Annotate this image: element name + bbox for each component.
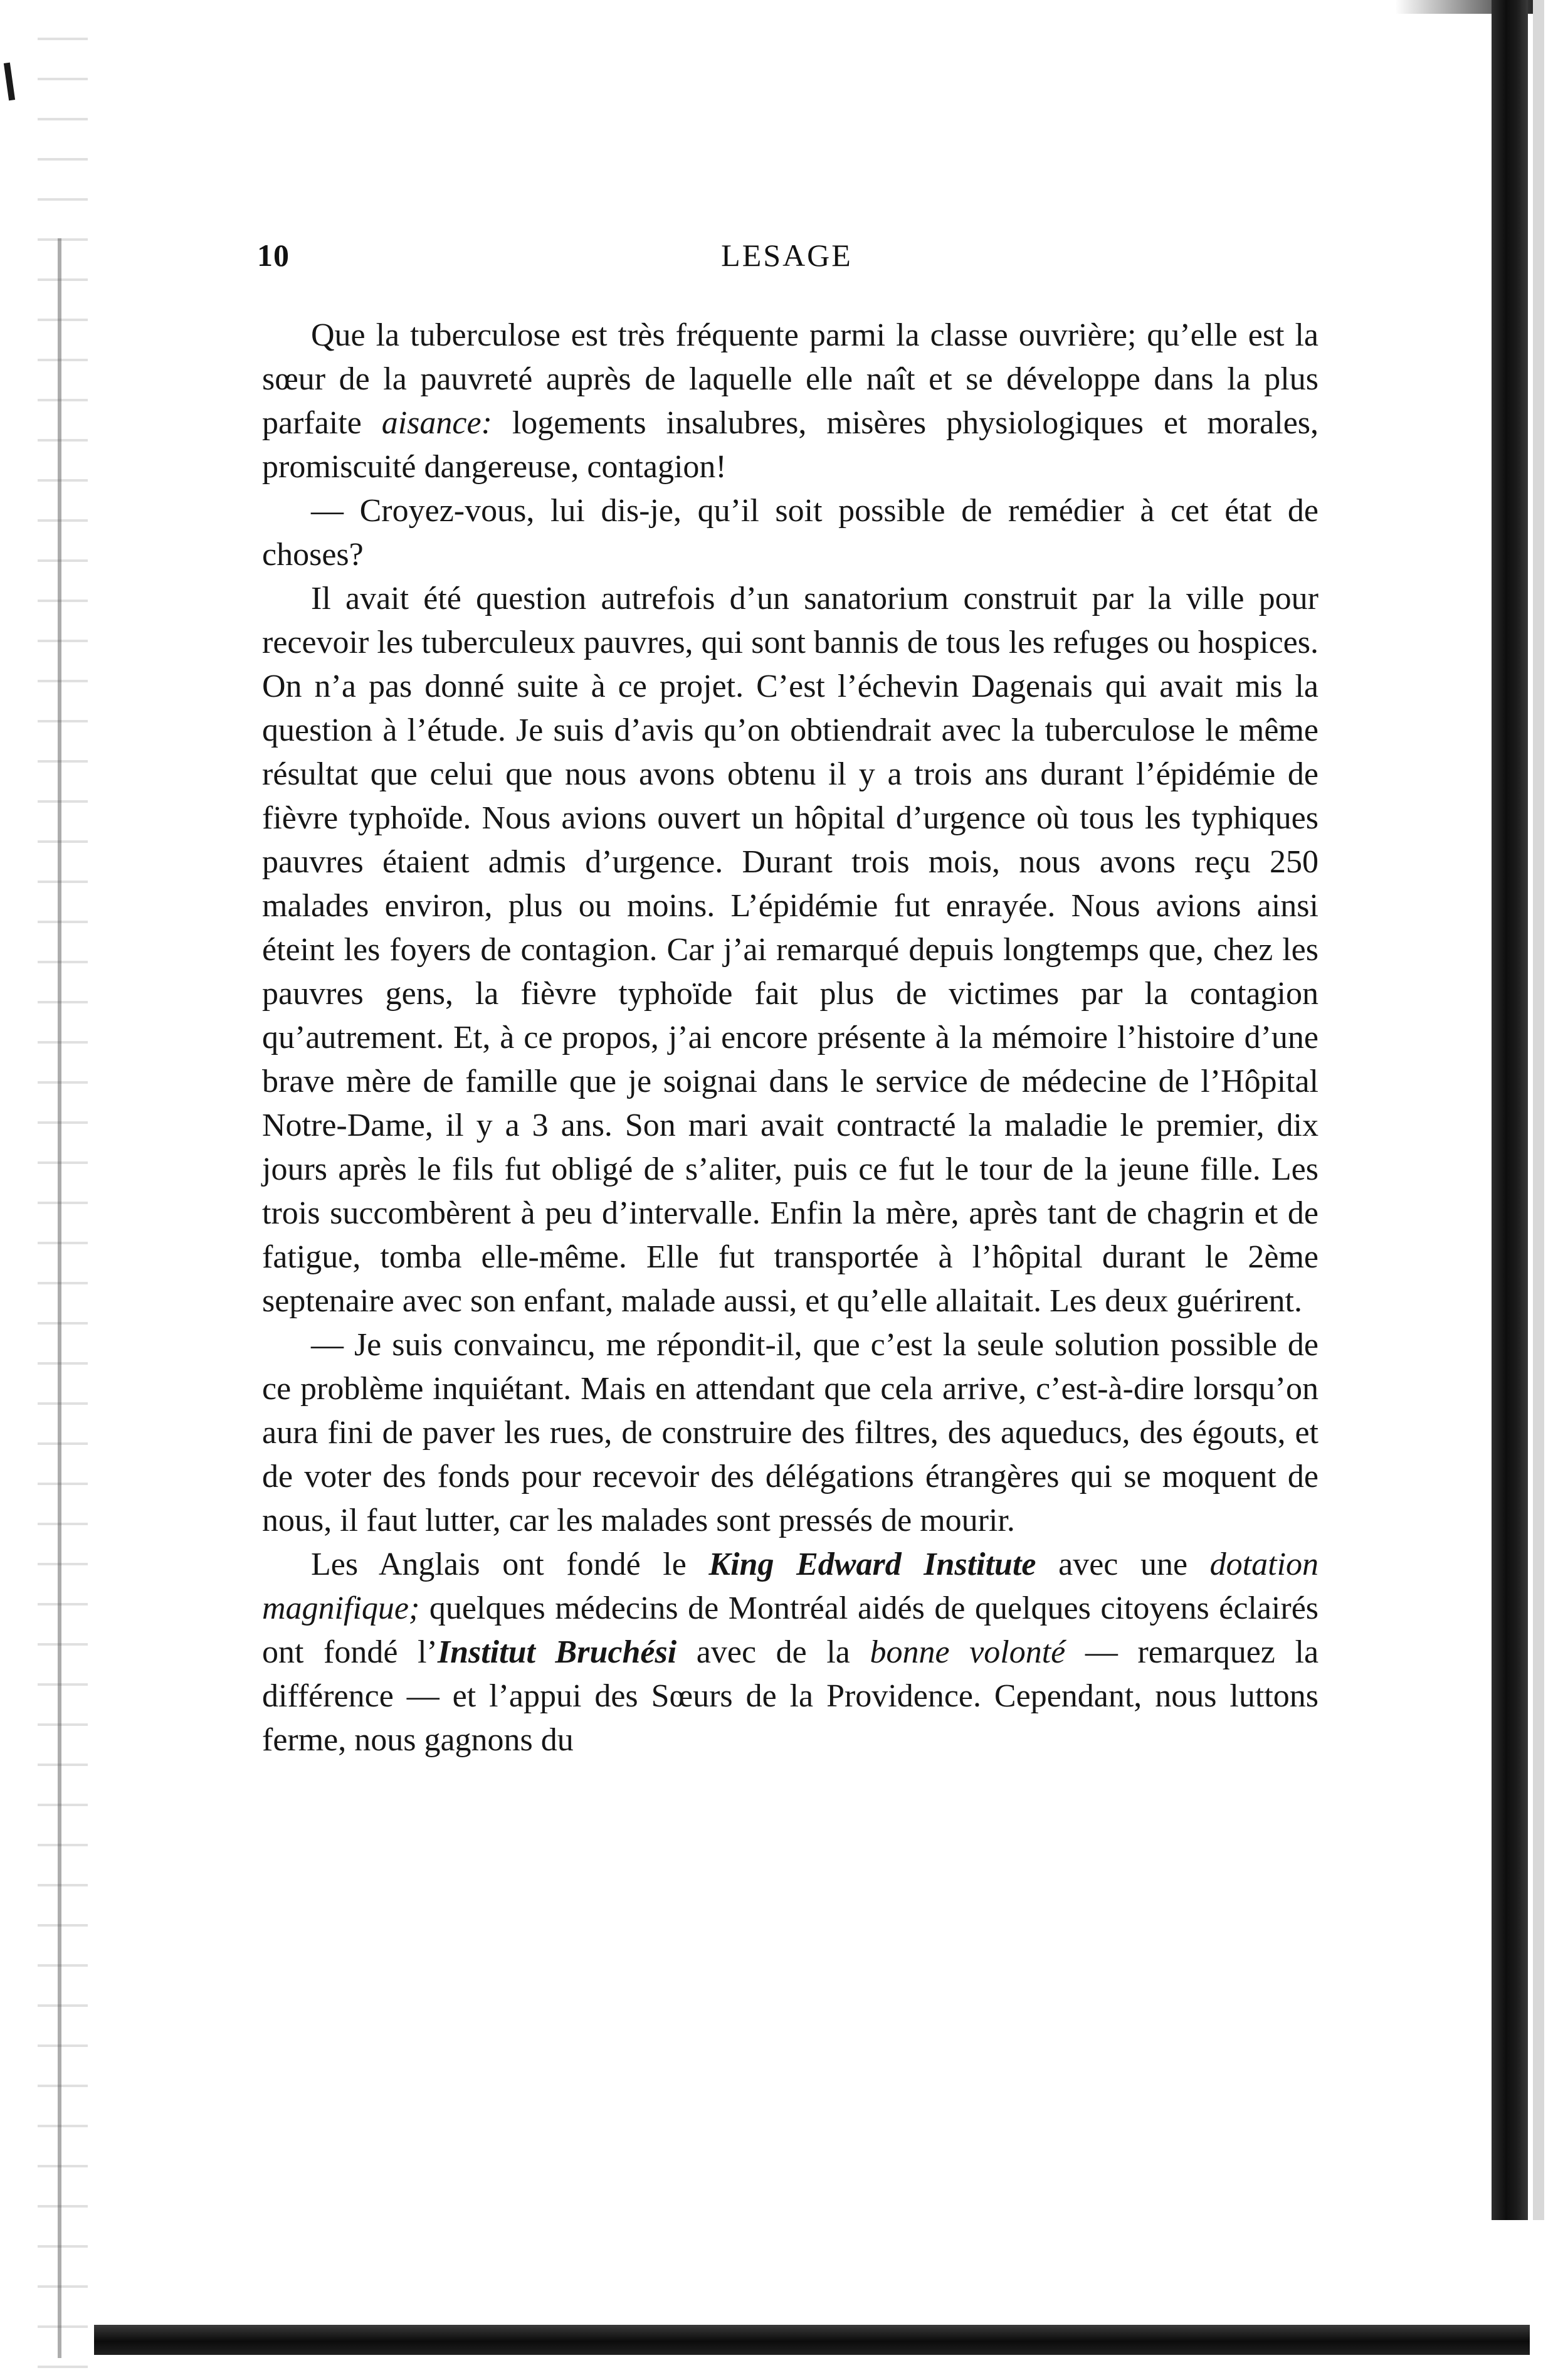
page-header bbox=[257, 237, 1317, 281]
scan-edge-right bbox=[1492, 0, 1528, 2220]
paragraph: Il avait été question autrefois d’un sanatorium construit par la ville pour recevoir les tuberculeux pauvres, qui sont bannis de tous les refuges ou hospices. On n’a pas donné suite à ce projet. C’est l’échevin Dagenais qui avait mis la question à l’étude. Je suis d’avis qu’on obtiendrait avec la tuberculose le même résultat que celui que nous avons obtenu il y a trois ans durant l’épidémie de fièvre typhoïde. Nous avions ouvert un hôpital d’urgence où tous les typhiques pauvres étaient admis d’urgence. Durant trois mois, nous avons reçu 250 malades environ, plus ou moins. L’épidémie fut enrayée. Nous avions ainsi éteint les foyers de contagion. Car j’ai remarqué depuis longtemps que, chez les pauvres gens, la fièvre typhoïde fait plus de victimes par la contagion qu’autrement. Et, à ce propos, j’ai encore présente à la mémoire l’histoire d’une brave mère de famille que je soignai dans le service de médecine de l’Hôpital Notre-Dame, il y a 3 ans. Son mari avait contracté la maladie le premier, dix jours après le fils fut obligé de s’aliter, puis ce fut le tour de la jeune fille. Les trois succombèrent à peu d’intervalle. Enfin la mère, après tant de chagrin et de fatigue, tomba elle-même. Elle fut transportée à l’hôpital durant le 2ème septenaire avec son enfant, malade aussi, et qu’elle allaitait. Les deux guérirent. bbox=[262, 581, 1319, 1319]
scan-edge-bottom bbox=[94, 2325, 1530, 2355]
paragraph-text: avec une bbox=[1058, 1547, 1188, 1582]
paragraph-text: avec de la bbox=[696, 1634, 850, 1670]
paragraph: — Croyez-vous, lui dis-je, qu’il soit possible de remédier à cet état de choses? bbox=[262, 493, 1319, 573]
paragraph-text: Que la tuberculose est très fréquente parmi la classe ouvrière; qu’elle est la sœur de la pauvreté auprès de laquelle elle naît et se développe dans la plus parfaite bbox=[262, 317, 1319, 441]
paragraph-text: Les Anglais ont fondé le bbox=[311, 1547, 687, 1582]
paragraph-text: quelques médecins de Montréal aidés de quelques citoyens éclairés ont fondé l’ bbox=[262, 1590, 1319, 1670]
paragraph: — Je suis convaincu, me répondit-il, que c’est la seule solution possible de ce problème inquiétant. Mais en attendant que cela arrive, c’est-à-dire lorsqu’on aura fini de paver les rues, de construire des filtres, des aqueducs, des égouts, et de voter des fonds pour recevoir des délégations étrangères qui se moquent de nous, il faut lutter, car les malades sont pressés de mourir. bbox=[262, 1327, 1319, 1538]
page-number: 10 bbox=[257, 238, 290, 273]
emphasis: bonne volonté bbox=[870, 1634, 1066, 1670]
scan-spine-shadow bbox=[38, 0, 88, 2380]
paragraph bbox=[262, 1543, 1319, 1762]
scan-edge-right-highlight bbox=[1533, 0, 1544, 2220]
emphasis: Institut Bruchési bbox=[437, 1634, 677, 1670]
paragraph-text: — remarquez la différence — et l’appui des Sœurs de la Providence. Cependant, nous luttons ferme, nous gagnons du bbox=[262, 1634, 1319, 1758]
body-text bbox=[262, 314, 1319, 1762]
paragraph bbox=[262, 314, 1319, 489]
emphasis: aisance: bbox=[381, 405, 492, 441]
paragraph-text: logements insalubres, misères physiologiques et morales, promiscuité dangereuse, contagion! bbox=[262, 405, 1319, 485]
scan-spine-line bbox=[58, 238, 61, 2358]
emphasis: King Edward Institute bbox=[708, 1547, 1036, 1582]
scan-mark bbox=[4, 63, 15, 101]
running-head: LESAGE bbox=[721, 238, 853, 273]
emphasis: dotation magnifique; bbox=[262, 1547, 1319, 1626]
